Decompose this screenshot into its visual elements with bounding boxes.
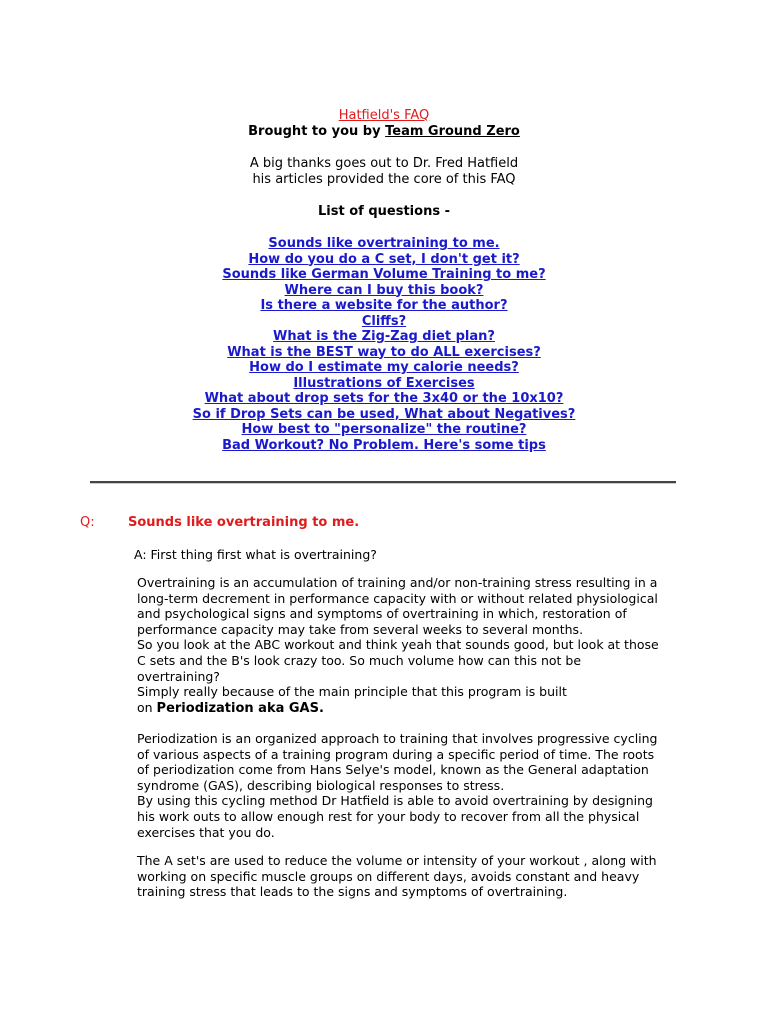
p1-line-9 <box>137 700 677 717</box>
paragraph-a-sets <box>137 853 677 900</box>
p2-line-2: of various aspects of a training program during a specific period of time. The roots <box>137 746 655 762</box>
question-link-overtraining[interactable]: Sounds like overtraining to me. <box>268 236 500 251</box>
p3-line-1: The A set's are used to reduce the volume or intensity of your workout , along with <box>137 853 657 868</box>
question-link-best-way-exercises[interactable]: What is the BEST way to do ALL exercises? <box>227 344 541 360</box>
question-link-buy-book[interactable]: Where can I buy this book? <box>284 282 484 298</box>
q-label: Q: <box>80 515 95 530</box>
brought-by-prefix: Brought to you by <box>248 124 386 139</box>
p1-line-8: Simply really because of the main principle that this program is built <box>137 684 567 700</box>
faq-title-link[interactable]: Hatfield's FAQ <box>338 108 430 123</box>
question-link-bad-workout[interactable]: Bad Workout? No Problem. Here's some tips <box>222 437 546 453</box>
horizontal-divider <box>90 481 676 484</box>
question-link-calorie-needs[interactable]: How do I estimate my calorie needs? <box>249 360 519 375</box>
p1-line-4: performance capacity may take from several weeks to several months. <box>137 621 584 637</box>
brought-by-line <box>0 124 768 140</box>
question-link-negatives[interactable]: So if Drop Sets can be used, What about Negatives? <box>192 406 576 422</box>
paragraph-overtraining <box>137 575 677 716</box>
p2-line-1: Periodization is an organized approach to training that involves progressive cycling <box>137 731 658 746</box>
paragraph-periodization <box>137 731 677 840</box>
p2-line-3: of periodization come from Hans Selye's model, known as the General adaptation <box>137 762 649 778</box>
p2-line-4: syndrome (GAS), describing biological responses to stress. <box>137 777 505 793</box>
p2-line-5: By using this cycling method Dr Hatfield is able to avoid overtraining by designing <box>137 793 653 809</box>
p3-line-3: training stress that leads to the signs and symptoms of overtraining. <box>137 884 568 900</box>
p1-line-7: overtraining? <box>137 668 220 684</box>
team-ground-zero-link[interactable]: Team Ground Zero <box>385 124 520 139</box>
question-link-cliffs[interactable]: Cliffs? <box>361 313 407 329</box>
answer-heading: A: First thing first what is overtraining? <box>134 547 377 562</box>
p1-line-2: long-term decrement in performance capacity with or without related physiological <box>137 590 658 606</box>
question-link-illustrations[interactable]: Illustrations of Exercises <box>293 375 475 391</box>
thanks-line-2: his articles provided the core of this FAQ <box>252 172 516 187</box>
questions-list <box>0 236 768 453</box>
list-of-questions-heading: List of questions - <box>318 204 450 219</box>
periodization-gas-bold: Periodization aka GAS. <box>156 700 324 716</box>
thanks-line-1: A big thanks goes out to Dr. Fred Hatfield <box>249 156 519 171</box>
p1-line-1: Overtraining is an accumulation of training and/or non-training stress resulting in a <box>137 575 658 590</box>
question-link-c-set[interactable]: How do you do a C set, I don't get it? <box>248 251 520 267</box>
question-link-author-website[interactable]: Is there a website for the author? <box>260 298 508 313</box>
p1-line-5: So you look at the ABC workout and think yeah that sounds good, but look at those <box>137 637 659 653</box>
p3-line-2: working on specific muscle groups on different days, avoids constant and heavy <box>137 868 640 884</box>
p2-line-7: exercises that you do. <box>137 824 275 840</box>
p1-line-3: and psychological signs and symptoms of overtraining in which, restoration of <box>137 606 627 622</box>
p1-line-6: C sets and the B's look crazy too. So much volume how can this not be <box>137 652 582 668</box>
p1-last-prefix: on <box>137 699 157 715</box>
question-heading-text: Sounds like overtraining to me. <box>128 515 360 530</box>
p2-line-6: his work outs to allow enough rest for your body to recover from all the physical <box>137 808 640 824</box>
question-link-german-volume[interactable]: Sounds like German Volume Training to me? <box>222 267 546 282</box>
thanks-note <box>0 156 768 188</box>
question-link-drop-sets[interactable]: What about drop sets for the 3x40 or the 10x10? <box>204 391 564 406</box>
document-header <box>0 108 768 453</box>
question-link-personalize[interactable]: How best to "personalize" the routine? <box>241 422 527 437</box>
question-link-zig-zag-diet[interactable]: What is the Zig-Zag diet plan? <box>273 329 495 344</box>
